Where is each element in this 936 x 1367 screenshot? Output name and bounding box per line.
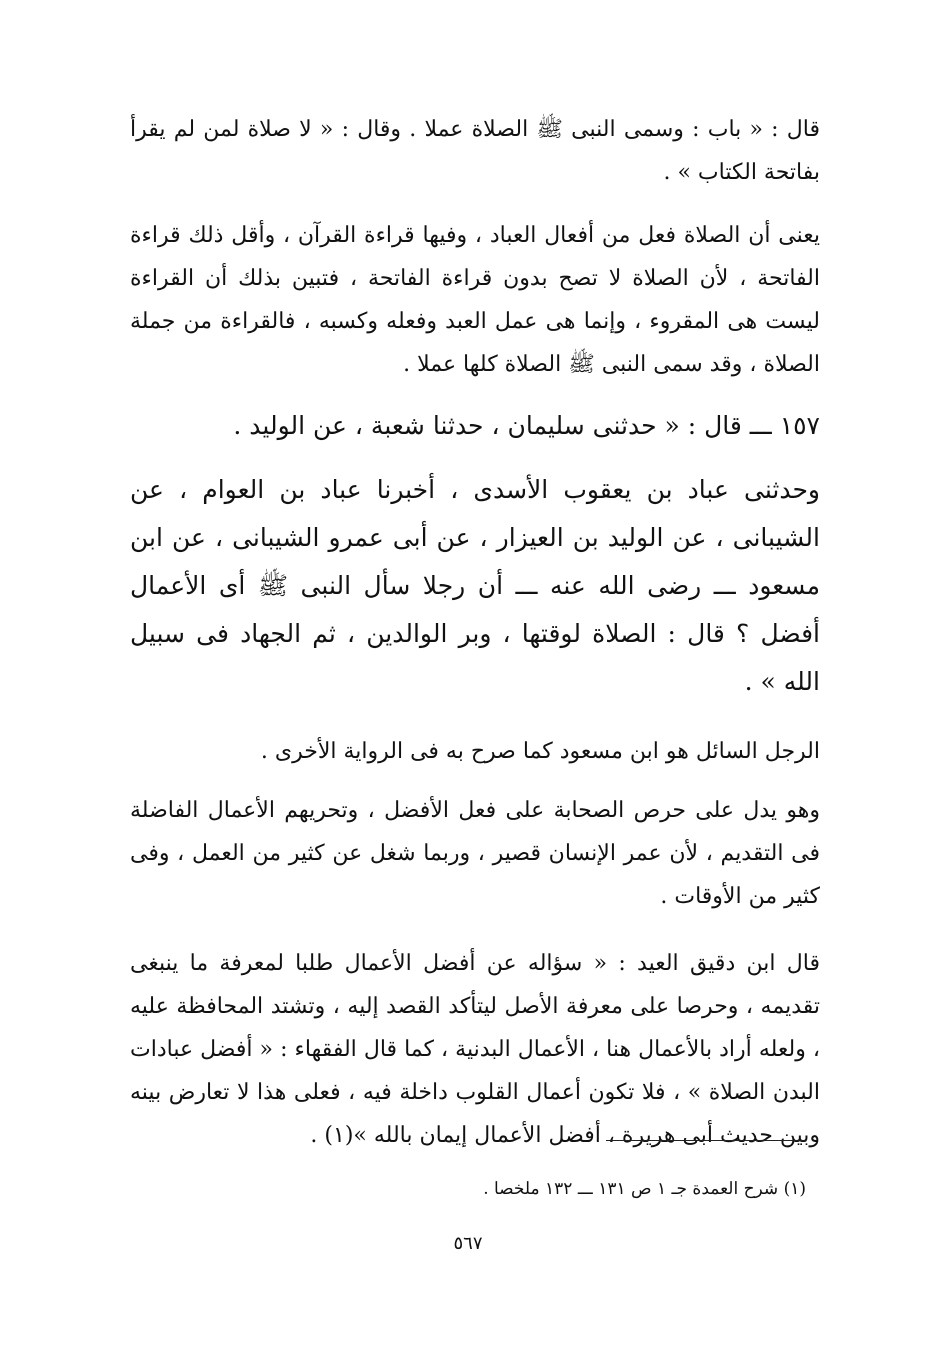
paragraph-bab-intro: قال : « باب : وسمى النبى ﷺ الصلاة عملا . وقال : « لا صلاة لمن لم يقرأ بفاتحة الكتاب » . — [130, 117, 820, 185]
paragraph-ibn-daqiq: قال ابن دقيق العيد : « سؤاله عن أفضل الأعمال طلبا لمعرفة ما ينبغى تقديمه ، وحرصا على معرفة الأصل ليتأكد القصد إليه ، وتشتد المحافظة عليه ، ولعله أراد بالأعمال هنا ، الأعمال البدنية ، كما قال الفقهاء : « أفضل عبادات البدن الصلاة » ، فلا تكون أعمال القلوب داخلة فيه ، فعلى هذا لا تعارض بينه وبين حديث أبى هريرة ، أفضل الأعمال إيمان بالله »(١) . — [130, 951, 820, 1148]
footnote: (١) شرح العمدة جـ ١ ص ١٣١ ـــ ١٣٢ ملخصا . — [483, 1179, 806, 1199]
paragraph-questioner: الرجل السائل هو ابن مسعود كما صرح به فى الرواية الأخرى . — [260, 739, 820, 764]
page-body — [130, 108, 820, 1157]
paragraph-companions-zeal: وهو يدل على حرص الصحابة على فعل الأفضل ، وتحريهم الأعمال الفاضلة فى التقديم ، لأن عمر الإنسان قصير ، وربما شغل عن كثير من العمل ، وفى كثير من الأوقات . — [130, 798, 820, 909]
page-number: ٥٦٧ — [453, 1233, 483, 1254]
paragraph-hadith-number: ١٥٧ ـــ قال : « حدثنى سليمان ، حدثنا شعبة ، عن الوليد . — [233, 411, 820, 440]
paragraph-hadith-text: وحدثنى عباد بن يعقوب الأسدى ، أخبرنا عباد بن العوام ، عن الشيبانى ، عن الوليد بن العيزار ، عن أبى عمرو الشيبانى ، عن ابن مسعود ـــ رضى الله عنه ـــ أن رجلا سأل النبى ﷺ أى الأعمال أفضل ؟ قال : الصلاة لوقتها ، وبر الوالدين ، ثم الجهاد فى سبيل الله » . — [130, 475, 820, 696]
footnote-divider — [606, 1140, 806, 1141]
paragraph-commentary-reading: يعنى أن الصلاة فعل من أفعال العباد ، وفيها قراءة القرآن ، وأقل ذلك قراءة الفاتحة ، لأن الصلاة لا تصح بدون قراءة الفاتحة ، فتبين بذلك أن القراءة ليست هى المقروء ، وإنما هى عمل العبد وفعله وكسبه ، فالقراءة من جملة الصلاة ، وقد سمى النبى ﷺ الصلاة كلها عملا . — [130, 223, 820, 377]
